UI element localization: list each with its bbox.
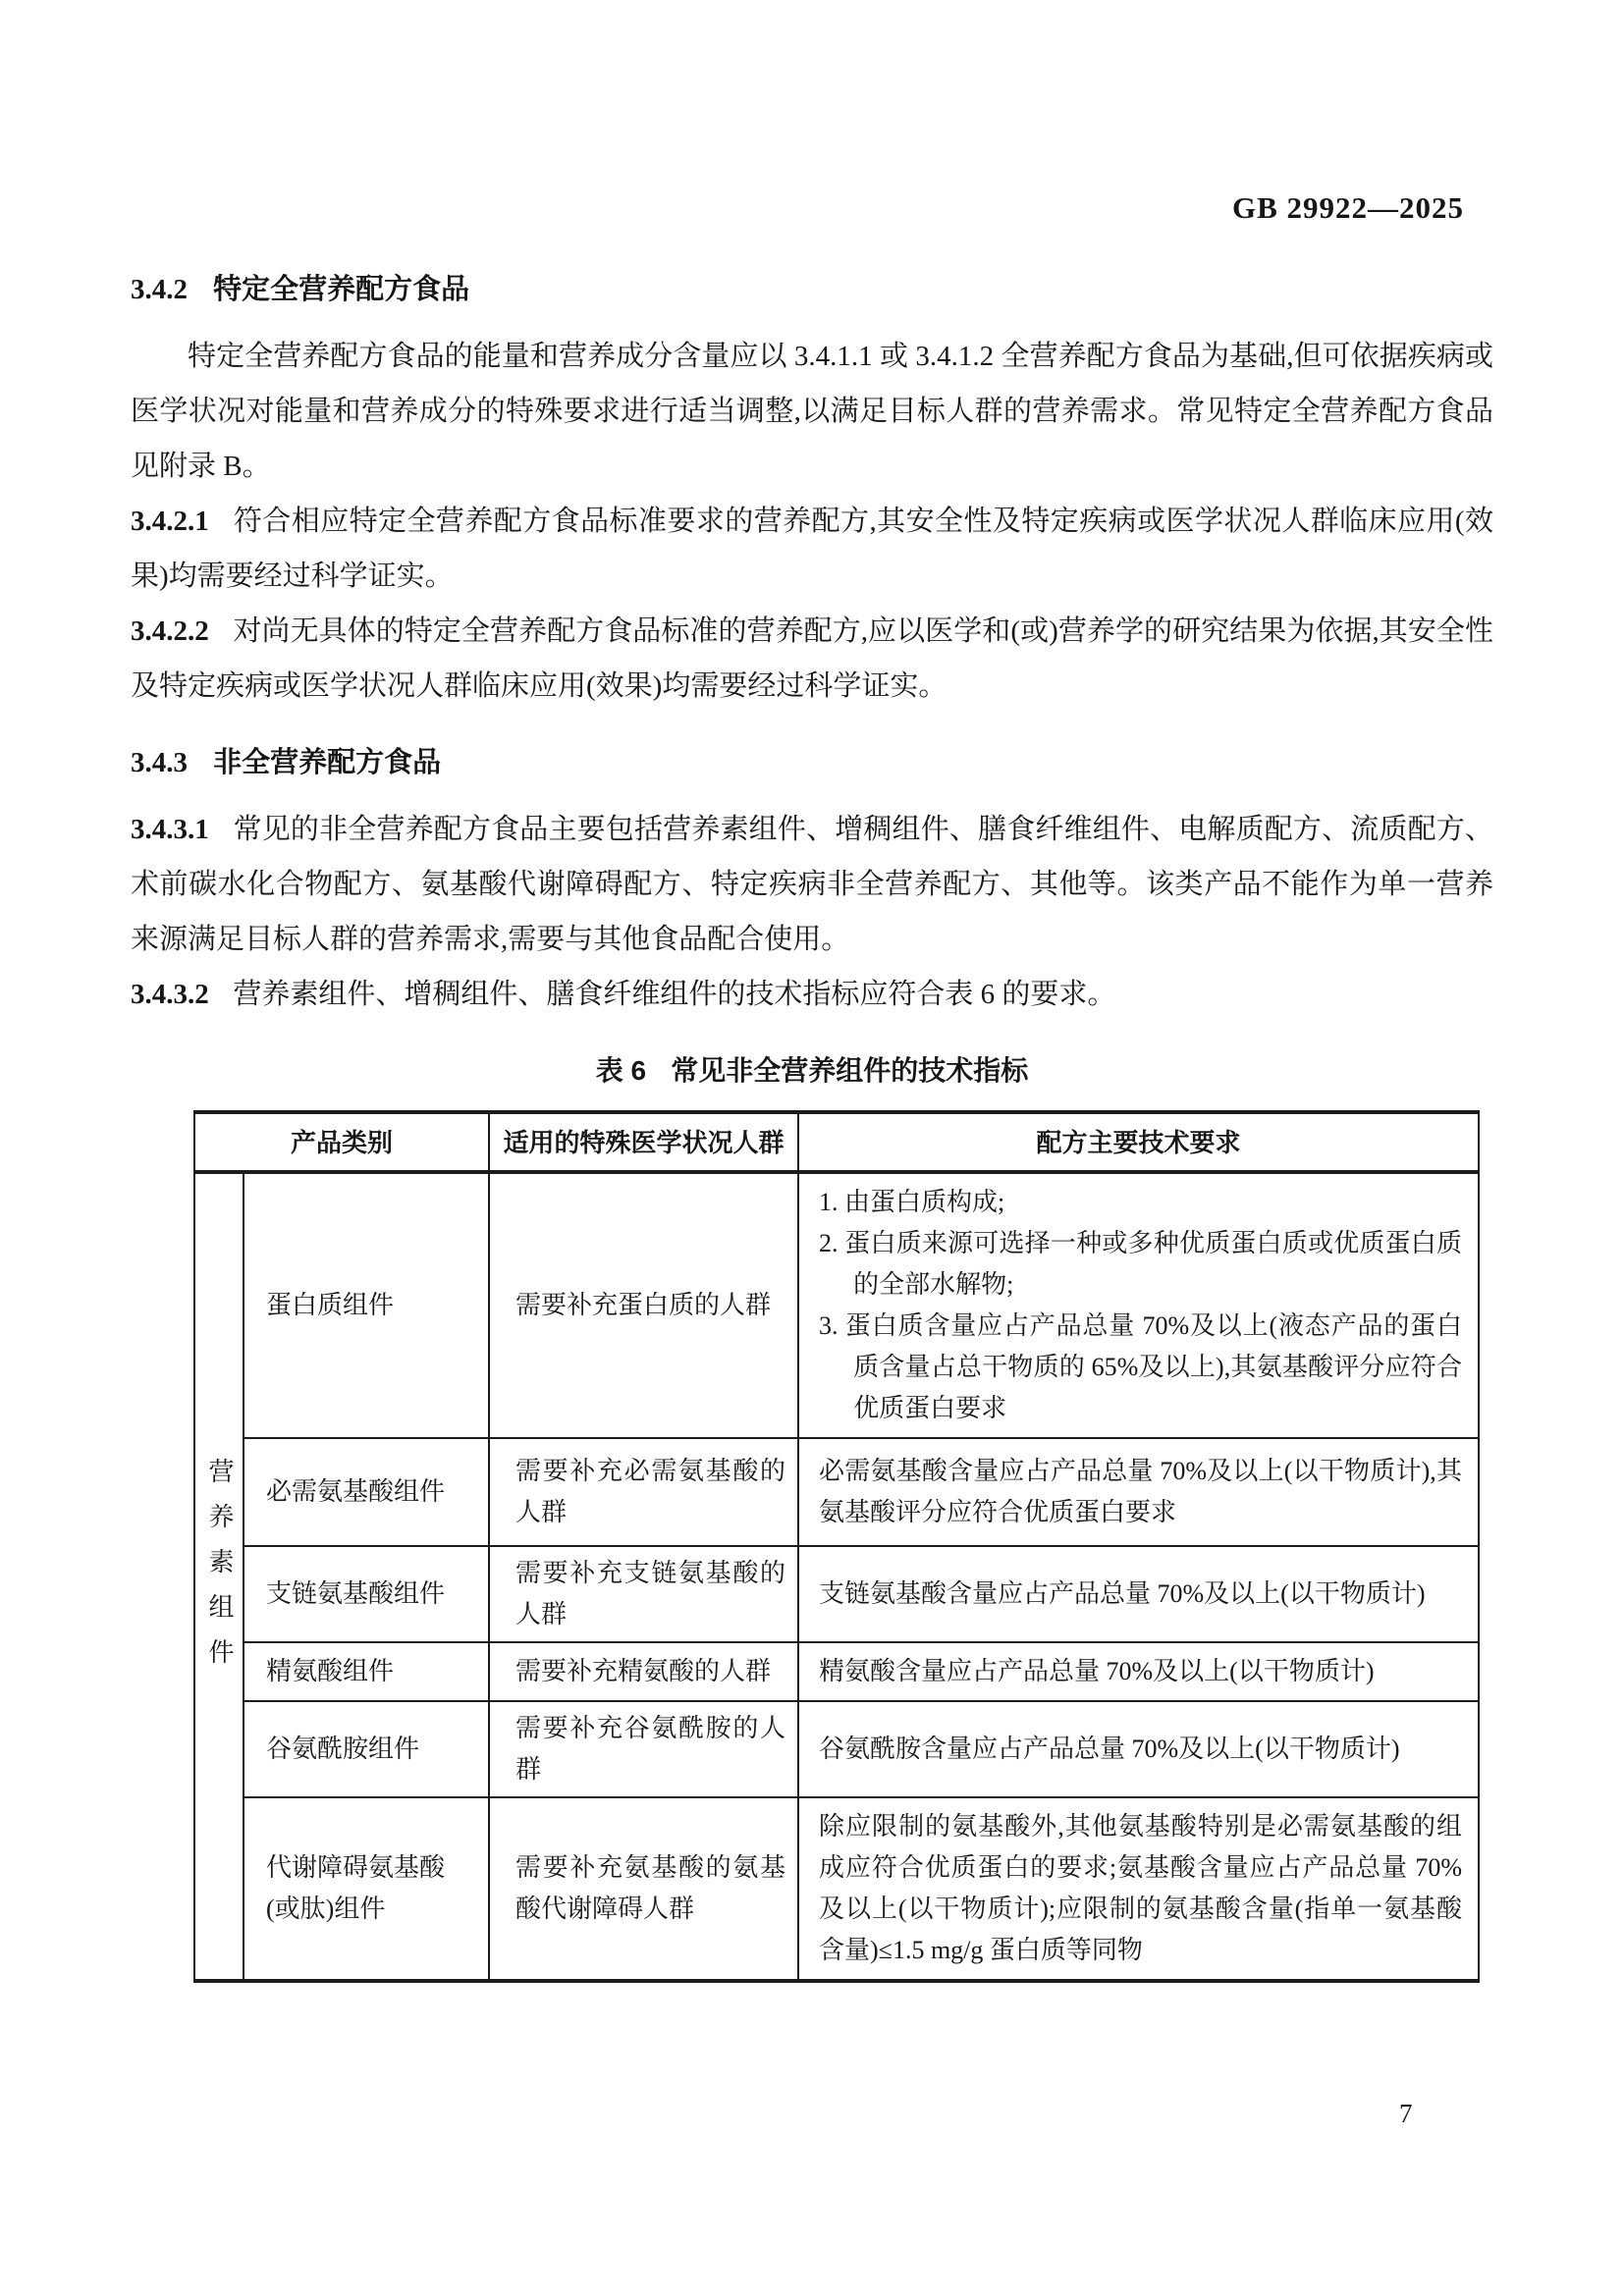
heading-3-4-2 (131, 270, 1493, 309)
requirement-cell: 除应限制的氨基酸外,其他氨基酸特别是必需氨基酸的组成应符合优质蛋白的要求;氨基酸含量应占产品总量 70%及以上(以干物质计);应限制的氨基酸含量(指单一氨基酸含量)≤1.5 mg/g 蛋白质等同物 (798, 1797, 1479, 1981)
population-cell: 需要补充蛋白质的人群 (489, 1172, 798, 1438)
requirement-cell: 谷氨酰胺含量应占产品总量 70%及以上(以干物质计) (798, 1701, 1479, 1797)
table-caption-label: 表 6 (595, 1055, 647, 1086)
table-6 (193, 1110, 1480, 1983)
table-row (194, 1797, 1479, 1981)
table-header-row (194, 1112, 1479, 1172)
requirement-cell: 支链氨基酸含量应占产品总量 70%及以上(以干物质计) (798, 1546, 1479, 1642)
heading-number: 3.4.2 (131, 274, 188, 305)
page-content (131, 0, 1493, 1983)
requirement-item: 1. 由蛋白质构成; (819, 1188, 1005, 1216)
page-number: 7 (1399, 2099, 1413, 2128)
population-cell: 需要补充精氨酸的人群 (489, 1642, 798, 1701)
requirement-cell (798, 1172, 1479, 1438)
heading-title: 特定全营养配方食品 (213, 274, 470, 305)
requirement-item: 2. 蛋白质来源可选择一种或多种优质蛋白质或优质蛋白质的全部水解物; (819, 1229, 1463, 1299)
clause-text: 符合相应特定全营养配方食品标准要求的营养配方,其安全性及特定疾病或医学状况人群临床应用(效果)均需要经过科学证实。 (131, 506, 1493, 592)
population-cell: 需要补充必需氨基酸的人群 (489, 1438, 798, 1546)
clause-text: 常见的非全营养配方食品主要包括营养素组件、增稠组件、膳食纤维组件、电解质配方、流质配方、术前碳水化合物配方、氨基酸代谢障碍配方、特定疾病非全营养配方、其他等。该类产品不能作为单一营养来源满足目标人群的营养需求,需要与其他食品配合使用。 (131, 814, 1493, 955)
clause-3-4-3-2 (131, 967, 1493, 1022)
clause-3-4-2-1 (131, 494, 1493, 604)
population-cell: 需要补充氨基酸的氨基酸代谢障碍人群 (489, 1797, 798, 1981)
table-row (194, 1642, 1479, 1701)
clause-number: 3.4.3.1 (131, 814, 209, 845)
population-cell: 需要补充谷氨酰胺的人群 (489, 1701, 798, 1797)
doc-number: GB 29922—2025 (1231, 190, 1464, 225)
clause-text: 营养素组件、增稠组件、膳食纤维组件的技术指标应符合表 6 的要求。 (233, 979, 1116, 1010)
clause-3-4-2-2 (131, 604, 1493, 714)
col-header-product: 产品类别 (194, 1112, 489, 1172)
clause-3-4-3-1 (131, 802, 1493, 967)
requirement-cell: 精氨酸含量应占产品总量 70%及以上(以干物质计) (798, 1642, 1479, 1701)
requirement-cell: 必需氨基酸含量应占产品总量 70%及以上(以干物质计),其氨基酸评分应符合优质蛋白要求 (798, 1438, 1479, 1546)
col-header-requirements: 配方主要技术要求 (798, 1112, 1479, 1172)
product-cell: 精氨酸组件 (244, 1642, 489, 1701)
table-row (194, 1701, 1479, 1797)
group-cell-nutrient-modules (194, 1172, 244, 1981)
heading-title: 非全营养配方食品 (213, 747, 442, 778)
requirement-item: 3. 蛋白质含量应占产品总量 70%及以上(液态产品的蛋白质含量占总干物质的 65%及以上),其氨基酸评分应符合优质蛋白要求 (819, 1311, 1463, 1422)
product-cell: 蛋白质组件 (244, 1172, 489, 1438)
table-row (194, 1438, 1479, 1546)
paragraph-3-4-2-intro: 特定全营养配方食品的能量和营养成分含量应以 3.4.1.1 或 3.4.1.2 全营养配方食品为基础,但可依据疾病或医学状况对能量和营养成分的特殊要求进行适当调整,以满足目标人群的营养需求。常见特定全营养配方食品见附录 B。 (131, 341, 1493, 482)
product-cell: 必需氨基酸组件 (244, 1438, 489, 1546)
table-row (194, 1172, 1479, 1438)
table-caption-title: 常见非全营养组件的技术指标 (671, 1055, 1029, 1086)
heading-number: 3.4.3 (131, 747, 188, 778)
table-row (194, 1546, 1479, 1642)
group-label: 营养素组件 (205, 1457, 234, 1683)
heading-3-4-3 (131, 743, 1493, 782)
clause-text: 对尚无具体的特定全营养配方食品标准的营养配方,应以医学和(或)营养学的研究结果为依据,其安全性及特定疾病或医学状况人群临床应用(效果)均需要经过科学证实。 (131, 615, 1493, 702)
clause-number: 3.4.2.2 (131, 615, 209, 647)
population-cell: 需要补充支链氨基酸的人群 (489, 1546, 798, 1642)
clause-number: 3.4.3.2 (131, 979, 209, 1010)
clause-number: 3.4.2.1 (131, 506, 209, 537)
product-cell: 谷氨酰胺组件 (244, 1701, 489, 1797)
col-header-population: 适用的特殊医学状况人群 (489, 1112, 798, 1172)
table-6-caption (131, 1051, 1493, 1091)
product-cell: 代谢障碍氨基酸(或肽)组件 (244, 1797, 489, 1981)
product-cell: 支链氨基酸组件 (244, 1546, 489, 1642)
